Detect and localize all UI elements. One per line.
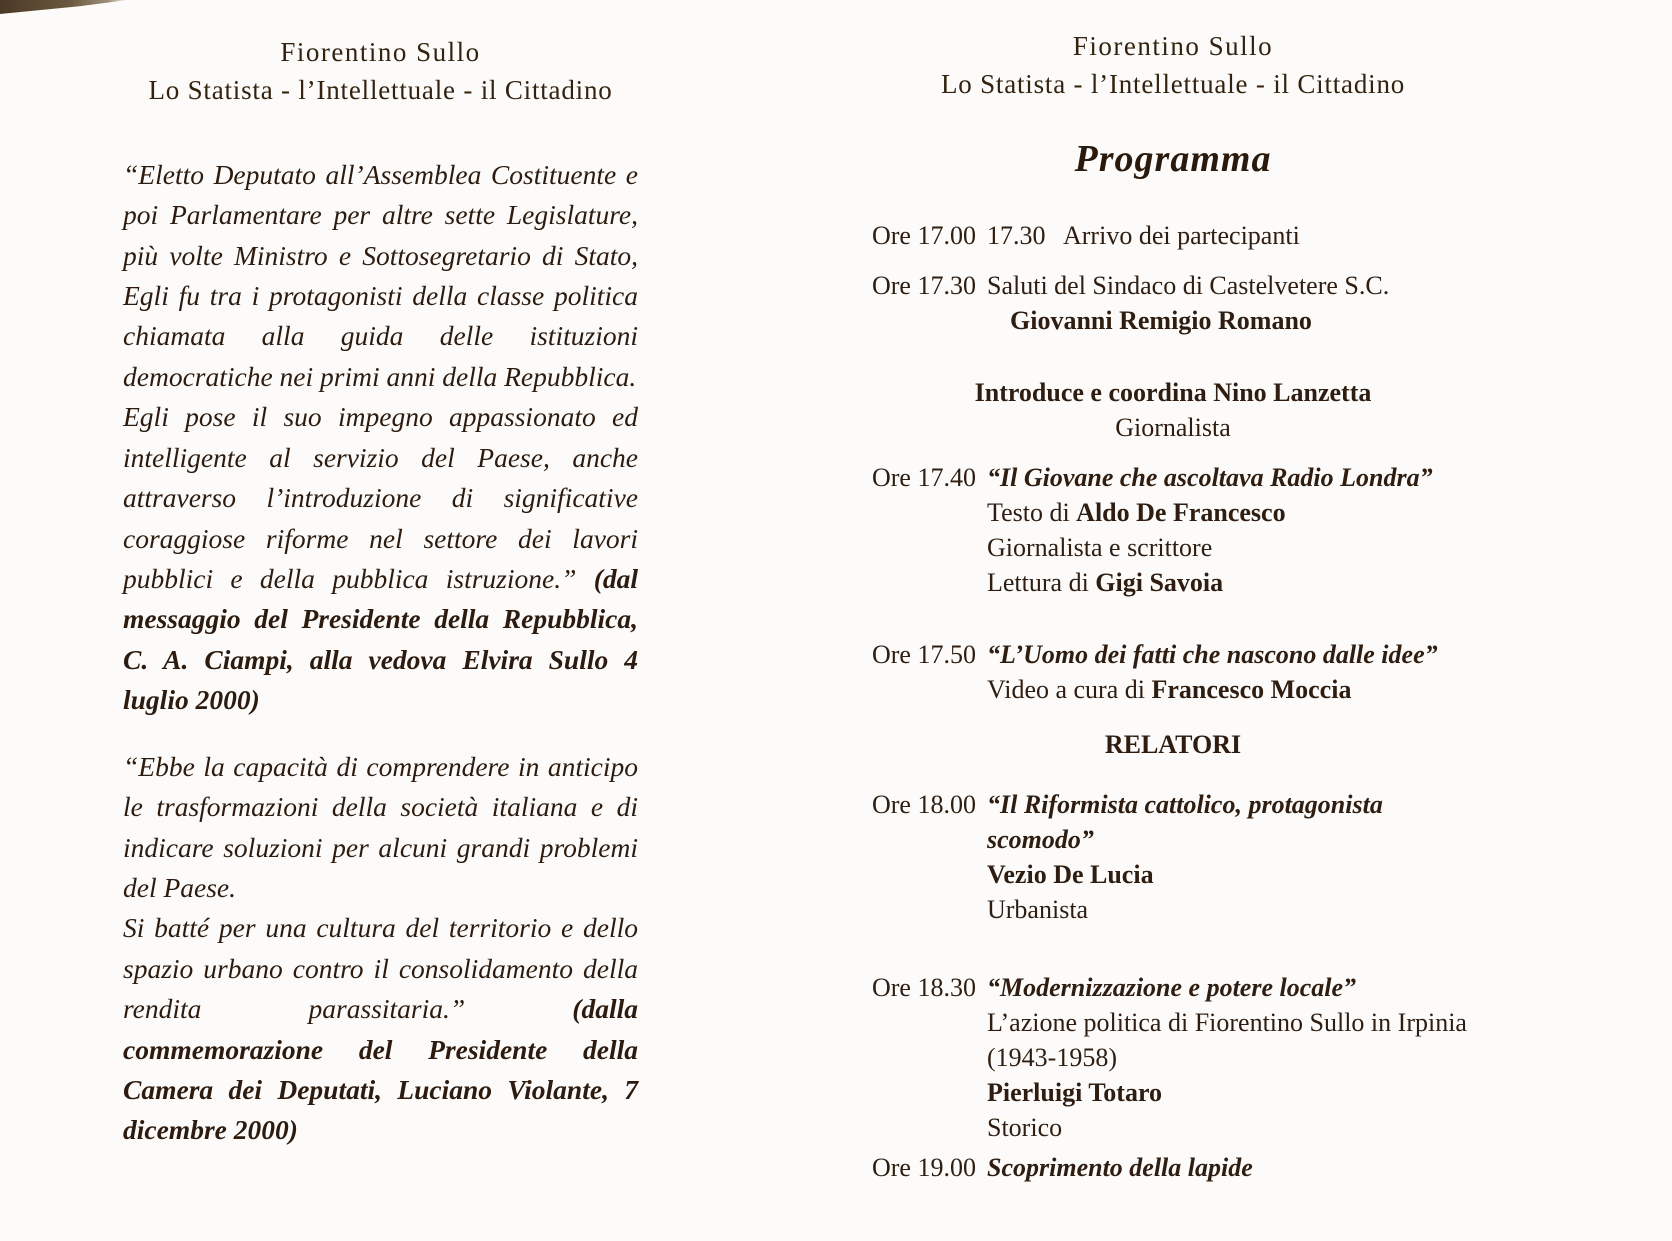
schedule-entry-content (872, 375, 1474, 445)
schedule-line (987, 892, 1474, 927)
quote-paragraph (123, 397, 645, 720)
text-segment: Testo di (987, 498, 1077, 528)
header-title: Fiorentino Sullo (1072, 31, 1274, 61)
schedule-entry (872, 460, 1474, 600)
text-segment: Urbanista (987, 895, 1089, 925)
text-segment: RELATORI (1104, 730, 1242, 760)
schedule-entry-content (987, 787, 1474, 927)
page-header (872, 30, 1474, 101)
schedule-line (987, 530, 1474, 565)
schedule-line (872, 375, 1474, 410)
schedule-line (987, 787, 1474, 857)
text-segment: (dalla commemorazione del Presidente della Camera dei Deputati, Luciano Violante, 7 dicembre 2000) (123, 993, 645, 1146)
text-segment: Si batté per una cultura del territorio e dello spazio urbano contro il consolidamento della rendita parassitaria.” (123, 912, 645, 1025)
text-segment: Aldo De Francesco (1076, 498, 1286, 528)
schedule-entry (872, 218, 1474, 253)
text-segment: (1943-1958) (987, 1043, 1117, 1073)
quote-paragraph (123, 155, 645, 398)
quotes-container (123, 155, 645, 1151)
schedule-time: Ore 19.00 (872, 1153, 976, 1183)
page-right-program (872, 30, 1474, 1185)
schedule (872, 218, 1474, 1185)
quote-paragraph (123, 908, 645, 1151)
schedule-entry (872, 375, 1474, 445)
text-segment: Egli pose il suo impegno appassionato ed intelligente al servizio del Paese, anche attraverso l’introduzione di significative coraggiose riforme nel settore dei lavori pubblici e della pubblica istruzione.” (123, 401, 645, 594)
text-segment: L’azione politica di Fiorentino Sullo in Irpinia (987, 1008, 1467, 1038)
page-header (123, 36, 638, 107)
text-segment: Gigi Savoia (1095, 568, 1224, 598)
schedule-entry (872, 727, 1474, 762)
header-subtitle: Lo Statista - l’Intellettuale - il Cittadino (148, 75, 613, 106)
schedule-entry-content (987, 637, 1474, 707)
quote-block (123, 747, 645, 1151)
text-segment: (dal messaggio del Presidente della Repubblica, C. A. Ciampi, alla vedova Elvira Sullo 4 luglio 2000) (123, 563, 645, 716)
text-segment: Introduce e coordina Nino Lanzetta (974, 378, 1372, 408)
schedule-entry-content (987, 460, 1474, 600)
text-segment: Arrivo dei partecipanti (1063, 221, 1300, 251)
schedule-line (987, 1005, 1474, 1040)
schedule-entry-content (872, 727, 1474, 762)
text-segment: “Il Giovane che ascoltava Radio Londra” (987, 463, 1433, 493)
text-segment: Saluti del Sindaco di Castelvetere S.C. (987, 271, 1390, 301)
schedule-entry (872, 787, 1474, 927)
text-segment: Storico (987, 1113, 1063, 1143)
schedule-entry (872, 1150, 1474, 1185)
text-segment: Video a cura di (987, 675, 1152, 705)
schedule-line (987, 1110, 1474, 1145)
schedule-time: Ore 17.40 (872, 463, 976, 493)
text-segment: Lettura di (987, 568, 1096, 598)
schedule-time: Ore 18.30 (872, 973, 976, 1003)
schedule-line (987, 460, 1474, 495)
schedule-line (987, 1040, 1474, 1075)
schedule-line (987, 672, 1474, 707)
text-segment: Scoprimento della lapide (987, 1153, 1253, 1183)
schedule-entry-content (987, 1150, 1474, 1185)
schedule-entry-content (987, 268, 1474, 338)
text-segment: Giornalista (1115, 413, 1231, 443)
schedule-line (987, 1150, 1474, 1185)
page-left-biography (123, 36, 645, 1151)
text-segment: Giovanni Remigio Romano (1010, 306, 1312, 336)
schedule-entry-content (987, 218, 1474, 253)
header-title: Fiorentino Sullo (280, 37, 481, 67)
schedule-line (987, 218, 1474, 253)
schedule-line (872, 410, 1474, 445)
schedule-entry (872, 970, 1474, 1145)
schedule-line (987, 970, 1474, 1005)
schedule-line (987, 303, 1474, 338)
schedule-time: Ore 18.00 (872, 790, 976, 820)
text-segment: “Il Riformista cattolico, protagonista scomodo” (987, 790, 1390, 855)
schedule-time: Ore 17.50 (872, 640, 976, 670)
text-segment: Pierluigi Totaro (987, 1078, 1163, 1108)
text-segment: Francesco Moccia (1151, 675, 1352, 705)
quote-paragraph (123, 747, 645, 909)
schedule-line (987, 495, 1474, 530)
quote-block (123, 155, 645, 721)
schedule-line (987, 268, 1474, 303)
schedule-line (987, 857, 1474, 892)
text-segment: “Ebbe la capacità di comprendere in anticipo le trasformazioni della società italiana e di indicare soluzioni per alcuni grandi problemi del Paese. (123, 750, 645, 903)
schedule-entry (872, 637, 1474, 707)
text-segment: “Modernizzazione e potere locale” (987, 973, 1357, 1003)
text-segment: “Eletto Deputato all’Assemblea Costituente e poi Parlamentare per altre sette Legislature, più volte Ministro e Sottosegretario di Stato, Egli fu tra i protagonisti della classe politica chiamata alla guida delle istituzioni democratiche nei primi anni della Repubblica. (123, 158, 645, 392)
schedule-entry-content (987, 970, 1474, 1145)
schedule-line (987, 565, 1474, 600)
text-segment: Vezio De Lucia (987, 860, 1154, 890)
schedule-time: Ore 17.00 (872, 221, 976, 251)
schedule-line (987, 1075, 1474, 1110)
programma-title: Programma (1074, 137, 1272, 180)
header-subtitle: Lo Statista - l’Intellettuale - il Cittadino (940, 69, 1406, 100)
schedule-time-end: 17.30 (987, 221, 1046, 251)
text-segment: Giornalista e scrittore (987, 533, 1213, 563)
schedule-time: Ore 17.30 (872, 271, 976, 301)
schedule-entry (872, 268, 1474, 338)
text-segment: “L’Uomo dei fatti che nascono dalle idee” (987, 640, 1438, 670)
schedule-line (987, 637, 1474, 672)
schedule-line (872, 727, 1474, 762)
scan-edge-artifact (0, 0, 128, 14)
